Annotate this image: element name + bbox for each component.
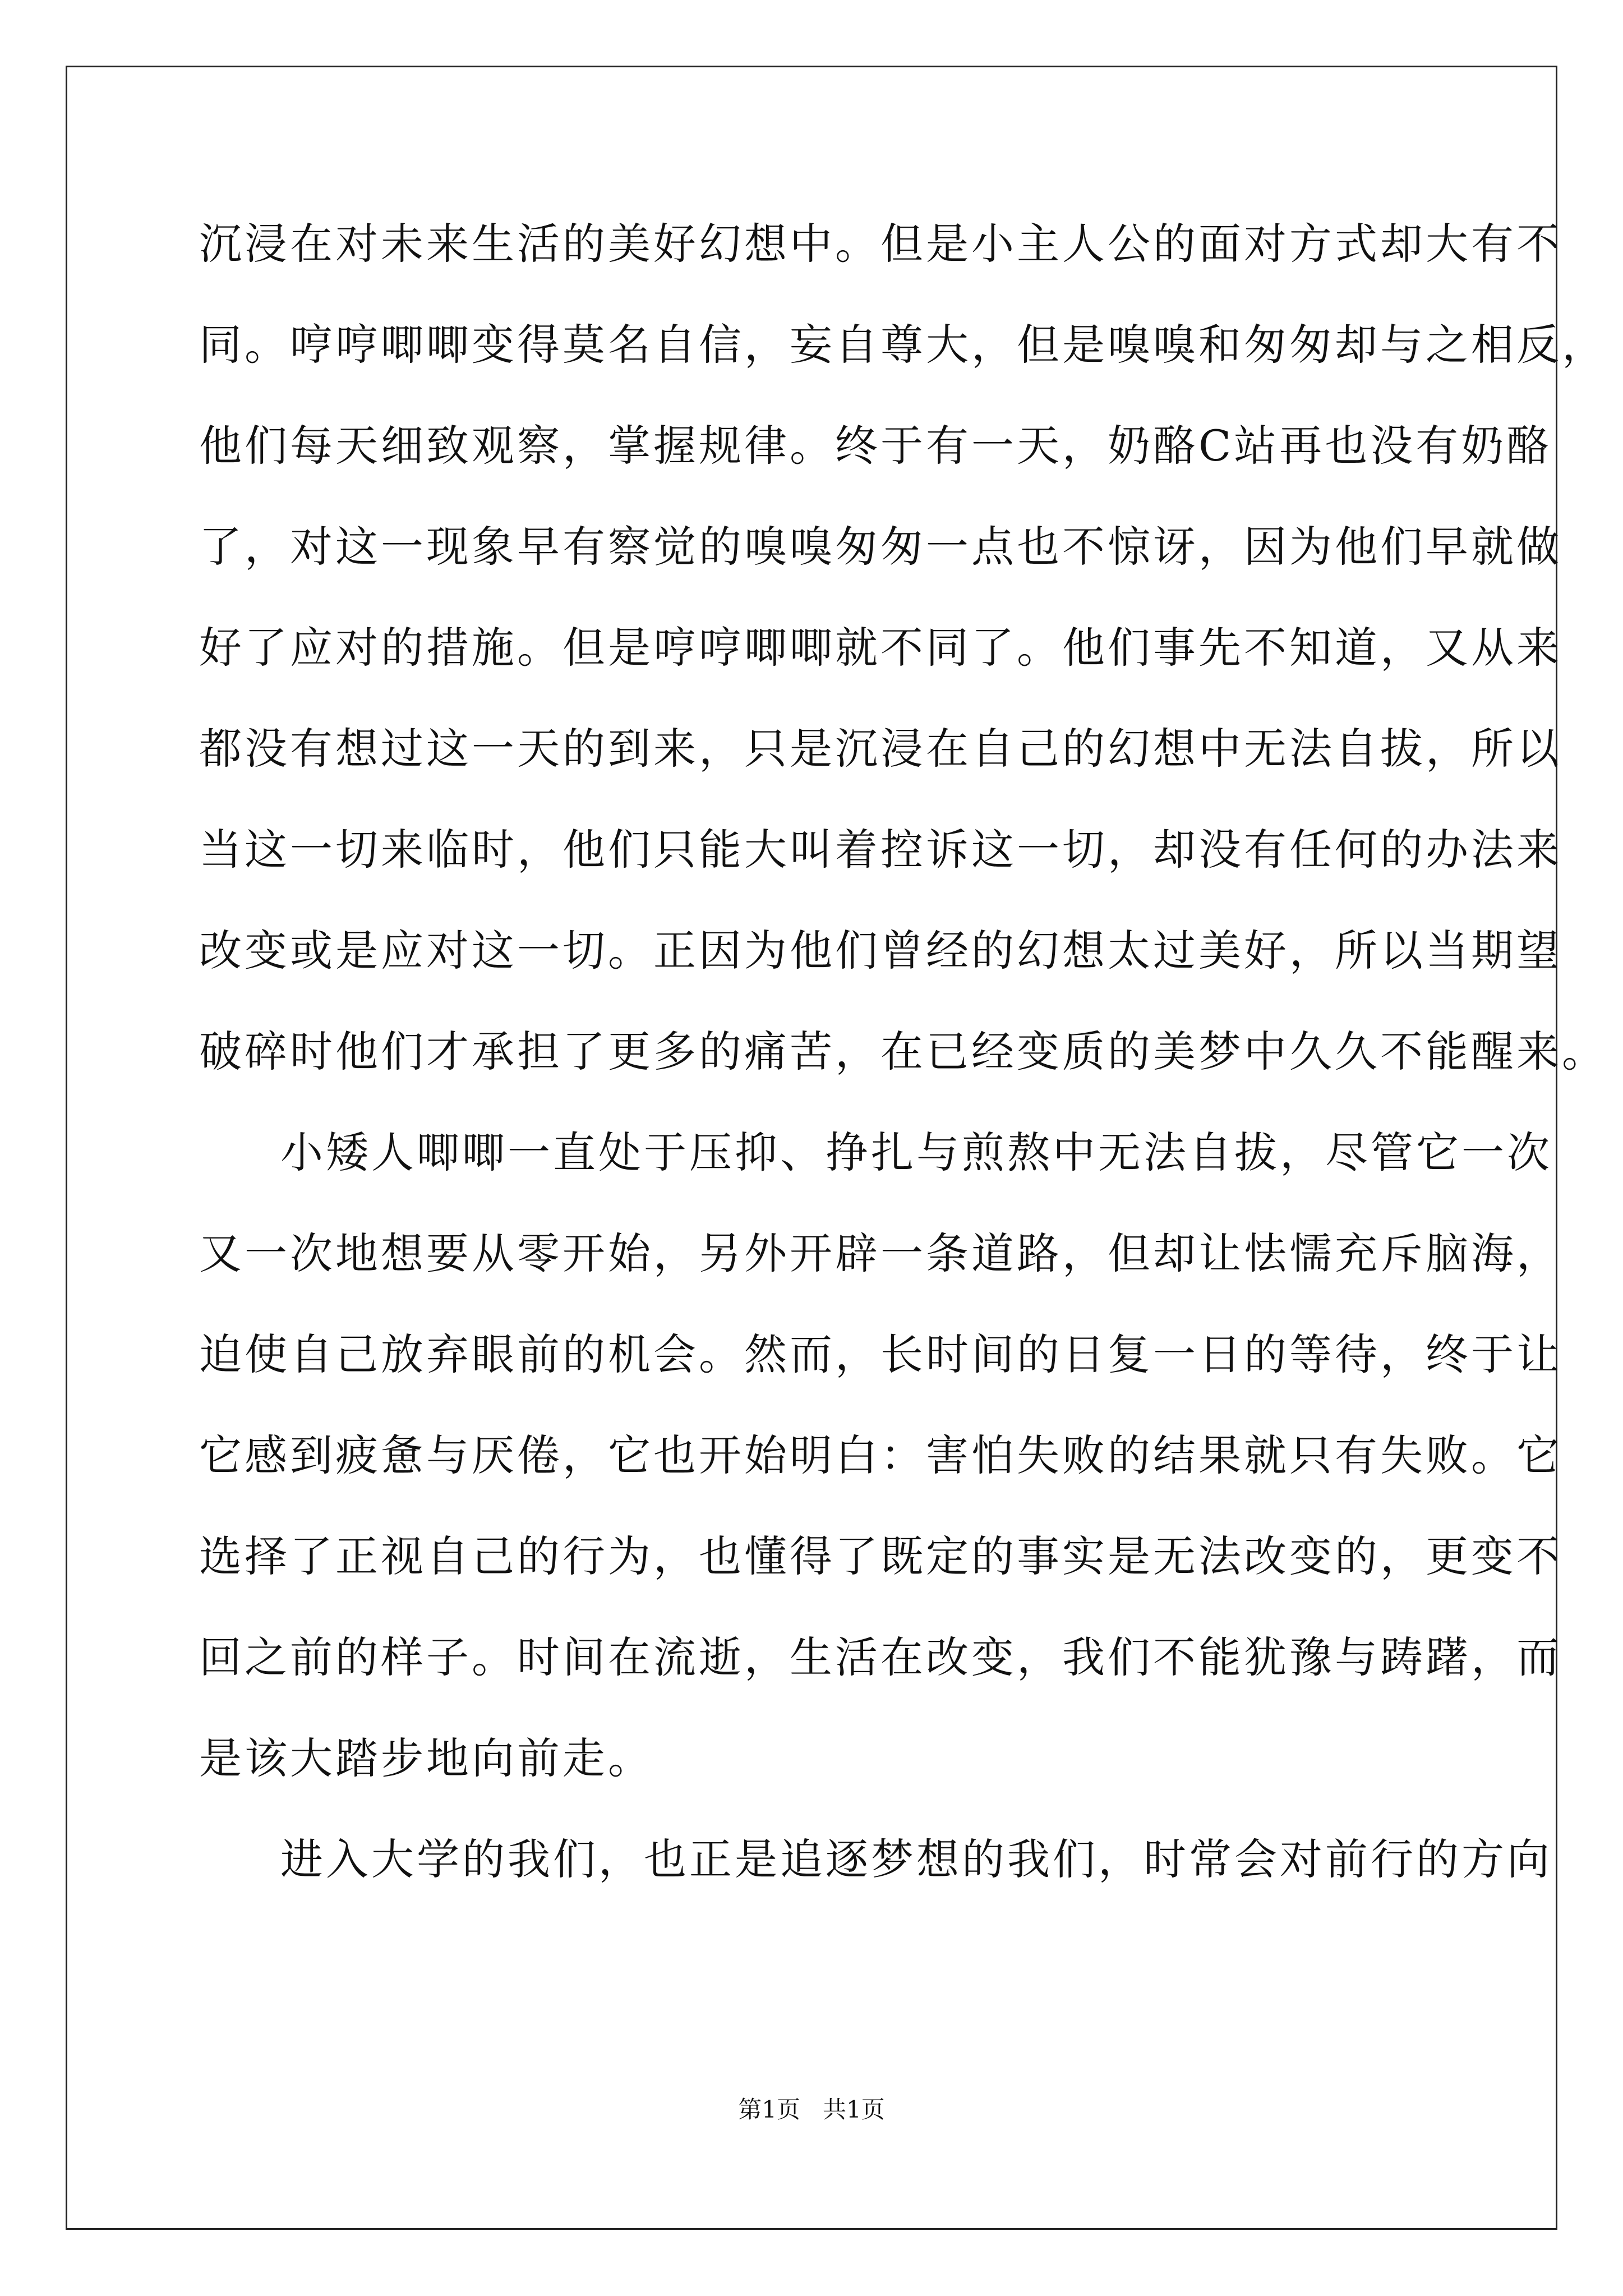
text-line: 同。哼哼唧唧变得莫名自信，妄自尊大，但是嗅嗅和匆匆却与之相反， xyxy=(199,320,1607,370)
text-line: 好了应对的措施。但是哼哼唧唧就不同了。他们事先不知道，又从来 xyxy=(199,623,1562,673)
text-line: 是该大踏步地向前走。 xyxy=(199,1733,653,1783)
page-number-footer: 第1页 共1页 xyxy=(738,2096,885,2123)
text-line: 又一次地想要从零开始，另外开辟一条道路，但却让怯懦充斥脑海， xyxy=(199,1228,1562,1278)
text-line: 他们每天细致观察，掌握规律。终于有一天，奶酪C站再也没有奶酪 xyxy=(199,421,1552,471)
text-line: 了，对这一现象早有察觉的嗅嗅匆匆一点也不惊讶，因为他们早就做 xyxy=(199,522,1562,572)
text-line: 当这一切来临时，他们只能大叫着控诉这一切，却没有任何的办法来 xyxy=(199,825,1562,875)
text-line: 改变或是应对这一切。正因为他们曾经的幻想太过美好，所以当期望 xyxy=(199,926,1562,976)
text-line: 它感到疲惫与厌倦，它也开始明白：害怕失败的结果就只有失败。它 xyxy=(199,1430,1562,1480)
paragraph-first-line: 小矮人唧唧一直处于压抑、挣扎与煎熬中无法自拔，尽管它一次 xyxy=(280,1128,1552,1177)
paragraph-first-line: 进入大学的我们，也正是追逐梦想的我们，时常会对前行的方向 xyxy=(280,1834,1552,1884)
text-line: 都没有想过这一天的到来，只是沉浸在自己的幻想中无法自拔，所以 xyxy=(199,724,1562,774)
text-line: 破碎时他们才承担了更多的痛苦，在已经变质的美梦中久久不能醒来。 xyxy=(199,1027,1607,1076)
text-line: 回之前的样子。时间在流逝，生活在改变，我们不能犹豫与踌躇，而 xyxy=(199,1632,1562,1682)
text-line: 选择了正视自己的行为，也懂得了既定的事实是无法改变的，更变不 xyxy=(199,1531,1562,1581)
text-line: 沉浸在对未来生活的美好幻想中。但是小主人公的面对方式却大有不 xyxy=(199,219,1562,269)
document-body xyxy=(199,219,1607,1935)
text-line: 迫使自己放弃眼前的机会。然而，长时间的日复一日的等待，终于让 xyxy=(199,1329,1562,1379)
